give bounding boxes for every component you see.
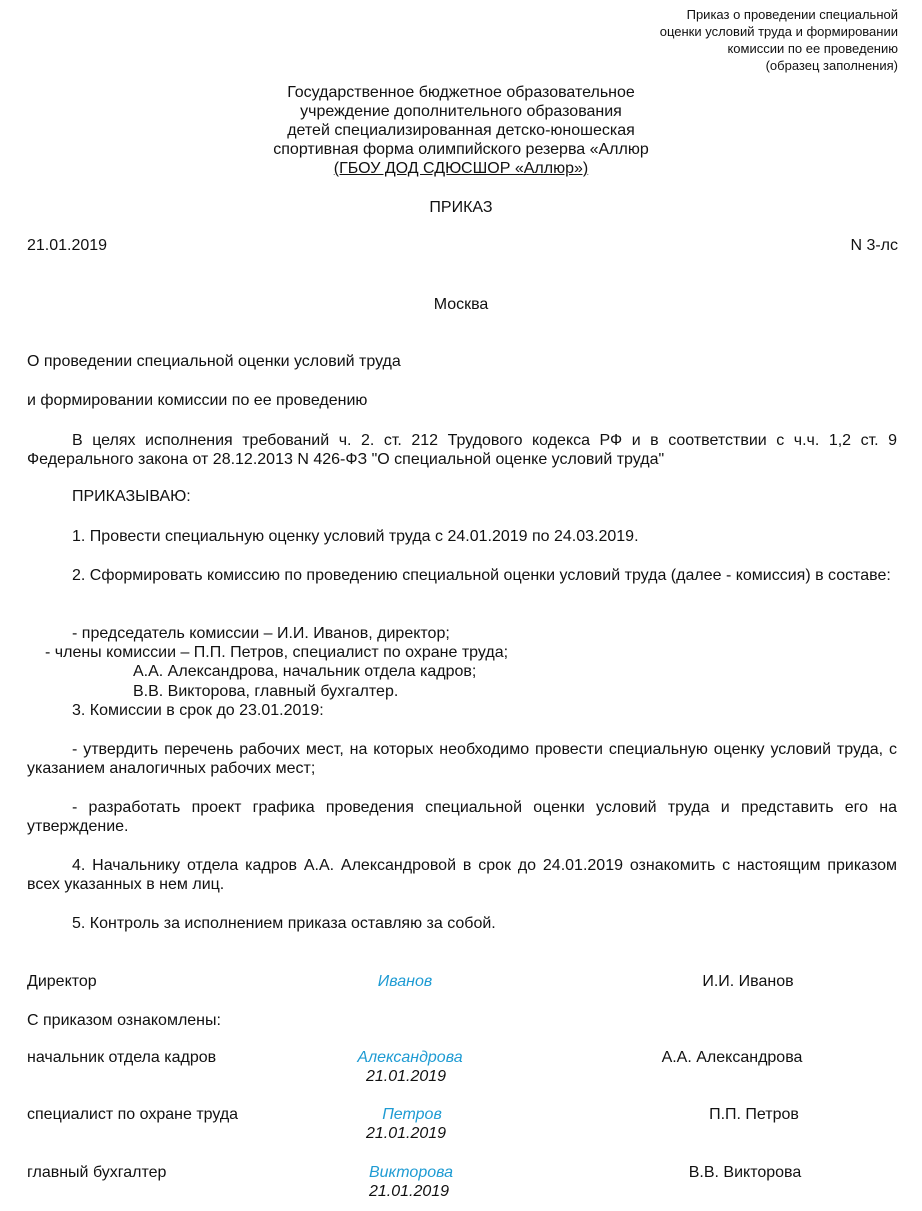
subject-line: О проведении специальной оценки условий труда [27, 353, 401, 370]
order-item-3b: - разработать проект графика проведения специальной оценки условий труда и представить его на утверждение. [27, 799, 897, 835]
acquainted-date: 21.01.2019 [365, 1125, 447, 1142]
commission-chair: - председатель комиссии – И.И. Иванов, директор; [72, 625, 450, 642]
order-item-3: 3. Комиссии в срок до 23.01.2019: [72, 702, 324, 719]
organization-header [150, 83, 772, 178]
document-sample-note [598, 6, 898, 74]
commission-member: В.В. Викторова, главный бухгалтер. [133, 683, 399, 700]
director-signature: Иванов [377, 973, 433, 990]
acquainted-position: специалист по охране труда [27, 1106, 239, 1123]
note-line: оценки условий труда и формировании [659, 24, 898, 39]
acquainted-date: 21.01.2019 [368, 1183, 450, 1200]
organization-line: Государственное бюджетное образовательное [287, 84, 635, 101]
order-number: N 3-лс [850, 237, 898, 254]
city: Москва [433, 296, 489, 313]
director-title: Директор [27, 973, 97, 990]
order-item-3a: - утвердить перечень рабочих мест, на которых необходимо провести специальную оценку условий труда, с указанием аналогичных рабочих мест; [27, 741, 897, 777]
acquainted-position: главный бухгалтер [27, 1164, 167, 1181]
note-line: (образец заполнения) [765, 58, 898, 73]
order-item-4: 4. Начальнику отдела кадров А.А. Александровой в срок до 24.01.2019 ознакомить с настоящим приказом всех указанных в нем лиц. [27, 857, 897, 893]
order-word: ПРИКАЗЫВАЮ: [72, 488, 191, 505]
acquainted-date: 21.01.2019 [365, 1068, 447, 1085]
director-name: И.И. Иванов [702, 973, 794, 990]
order-item-1: 1. Провести специальную оценку условий труда с 24.01.2019 по 24.03.2019. [72, 528, 639, 545]
note-line: комиссии по ее проведению [727, 41, 898, 56]
acquainted-signature: Петров [382, 1106, 442, 1123]
commission-members: - члены комиссии – П.П. Петров, специалист по охране труда; [45, 644, 509, 661]
acquainted-label: С приказом ознакомлены: [27, 1012, 221, 1029]
document-title: ПРИКАЗ [429, 199, 493, 216]
organization-short-name: (ГБОУ ДОД СДЮСШОР «Аллюр») [333, 160, 589, 177]
order-date: 21.01.2019 [27, 237, 108, 254]
acquainted-name: П.П. Петров [709, 1106, 799, 1123]
organization-line: детей специализированная детско-юношеская [287, 122, 635, 139]
acquainted-name: В.В. Викторова [688, 1164, 802, 1181]
commission-member: А.А. Александрова, начальник отдела кадров; [133, 663, 477, 680]
acquainted-signature: Викторова [368, 1164, 454, 1181]
order-item-5: 5. Контроль за исполнением приказа оставляю за собой. [72, 915, 496, 932]
acquainted-name: А.А. Александрова [661, 1049, 803, 1066]
organization-line: учреждение дополнительного образования [300, 103, 622, 120]
order-item-2: 2. Сформировать комиссию по проведению специальной оценки условий труда (далее - комиссия) в составе: [72, 567, 891, 584]
acquainted-signature: Александрова [357, 1049, 463, 1066]
acquainted-position: начальник отдела кадров [27, 1049, 217, 1066]
organization-line: спортивная форма олимпийского резерва «Аллюр [273, 141, 649, 158]
note-line: Приказ о проведении специальной [686, 7, 898, 22]
subject-line: и формировании комиссии по ее проведению [27, 392, 368, 409]
preamble: В целях исполнения требований ч. 2. ст. 212 Трудового кодекса РФ и в соответствии с ч.ч. 1,2 ст. 9 Федерального закона от 28.12.2013 N 426-ФЗ "О специальной оценке условий труда" [27, 432, 897, 468]
